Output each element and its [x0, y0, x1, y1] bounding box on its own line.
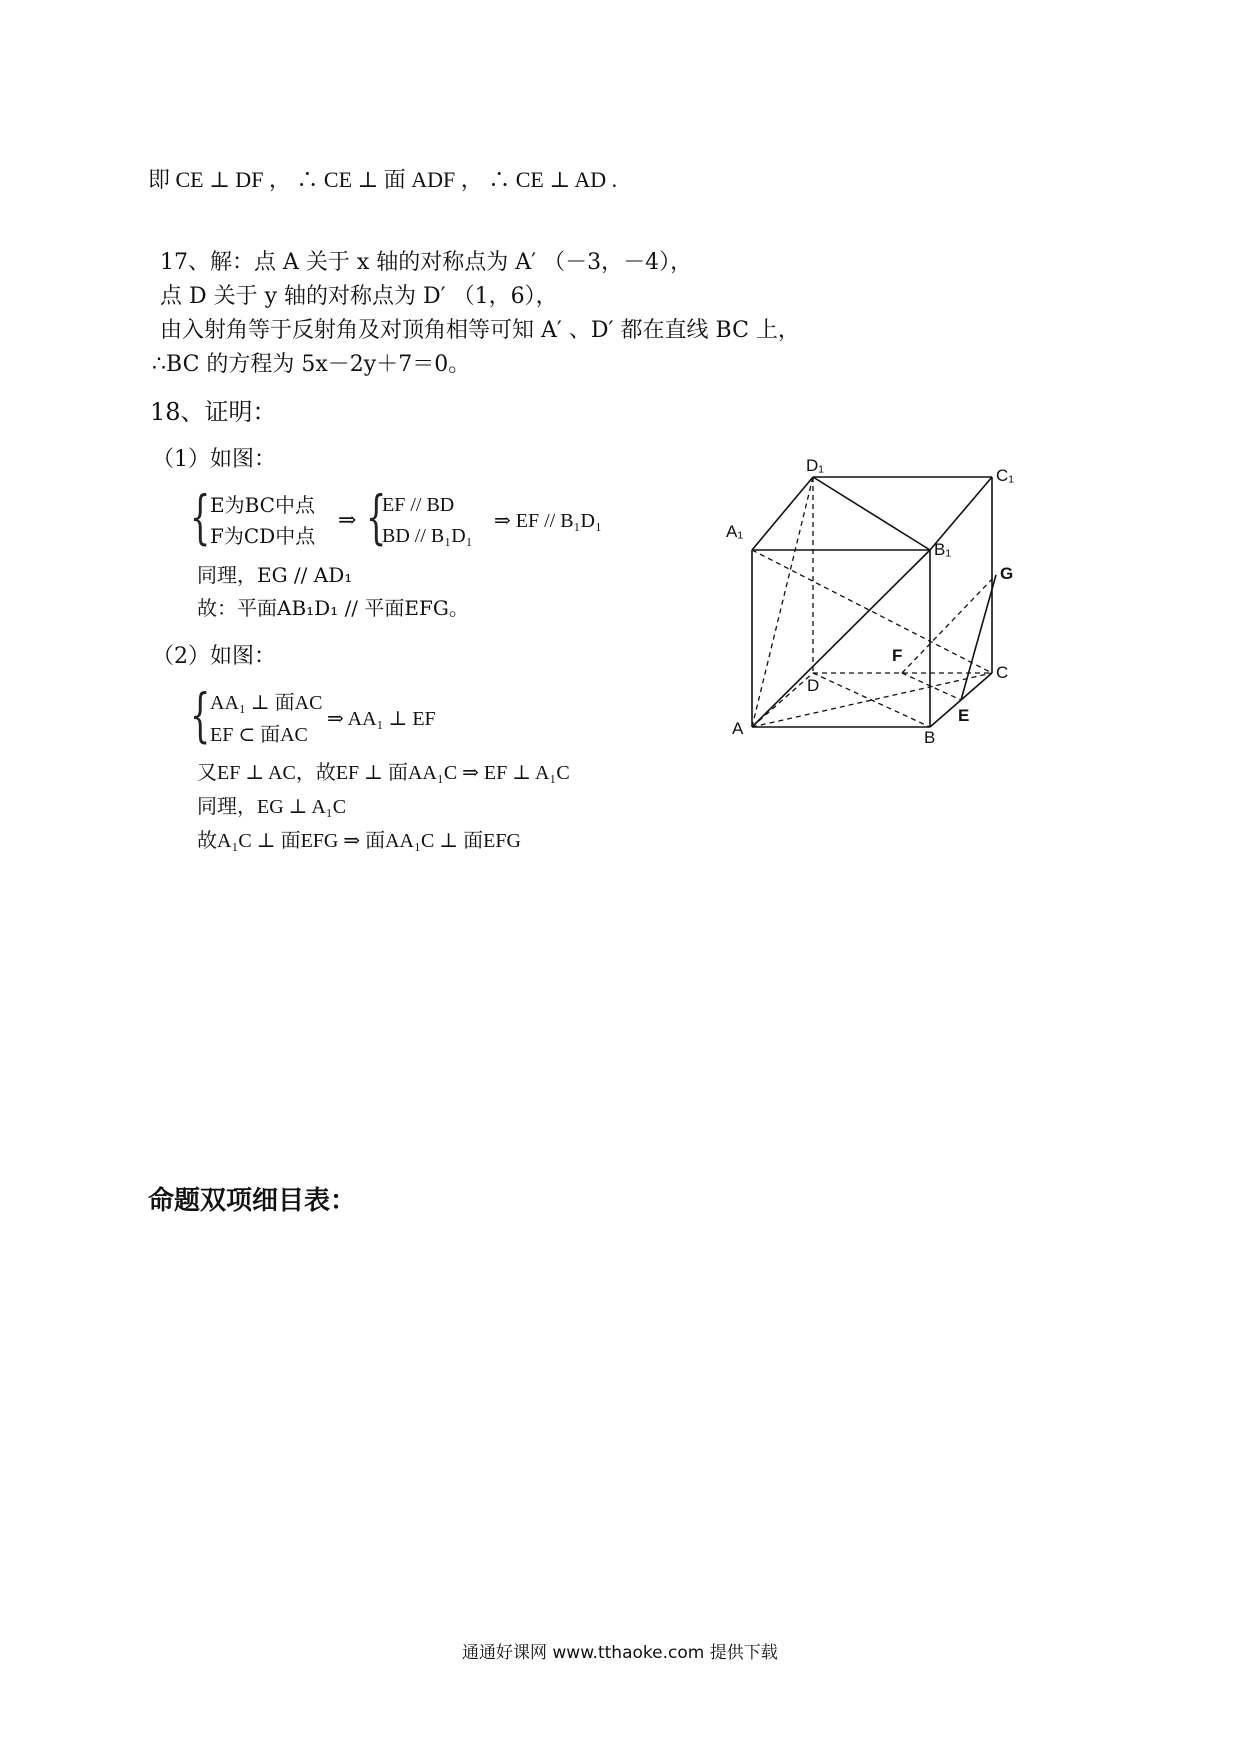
label-C: C: [996, 663, 1009, 682]
segment-AB1: [752, 550, 930, 727]
cube-figure: [720, 455, 1040, 745]
label-G: G: [1000, 564, 1014, 583]
part2-sys-b: EF ⊂ 面AC: [210, 724, 308, 746]
part1-therefore: 故：平面AB₁D₁ // 平面EFG。: [197, 596, 469, 620]
part2-line-2: 同理，EG ⊥ A₁C: [197, 796, 347, 818]
q18-part2-label: （2）如图：: [152, 644, 276, 669]
label-E: E: [958, 706, 970, 725]
brace-left-2: {: [366, 483, 387, 551]
label-A1: A₁: [726, 522, 744, 541]
part2-line-3: 故A₁C ⊥ 面EFG ⇒ 面AA₁C ⊥ 面EFG: [197, 830, 521, 852]
brace-left-1: {: [190, 483, 211, 551]
label-C1: C₁: [996, 466, 1015, 485]
q17-line-2: 点 D 关于 y 轴的对称点为 D′ （1，6），: [160, 284, 558, 309]
part1-sys2-b: BD // B₁D₁: [382, 525, 473, 547]
page-footer: 通通好课网 www.tthaoke.com 提供下载: [462, 1643, 778, 1663]
part1-same: 同理，EG // AD₁: [197, 563, 353, 587]
q18-title: 18、证明：: [150, 398, 277, 426]
brace-left-3: {: [190, 681, 211, 749]
part1-arrow: ⇒: [338, 508, 357, 533]
edge-AD: [752, 673, 813, 727]
part2-sys-a: AA₁ ⊥ 面AC: [210, 692, 323, 714]
q17-line-3: 由入射角等于反射角及对顶角相等可知 A′ 、D′ 都在直线 BC 上，: [160, 318, 800, 343]
label-D1: D₁: [806, 456, 825, 475]
q17-line-1: 17、解：点 A 关于 x 轴的对称点为 A′ （－3，－4），: [160, 250, 693, 275]
proof-line-top: 即 CE ⊥ DF ， ∴ CE ⊥ 面 ADF ， ∴ CE ⊥ AD .: [148, 167, 618, 192]
part1-sys1-a: E为BC中点: [210, 493, 315, 517]
q18-part1-label: （1）如图：: [152, 447, 276, 472]
part1-sys1-b: F为CD中点: [210, 524, 316, 548]
part1-conclusion: ⇒ EF // B₁D₁: [494, 510, 602, 532]
section-heading: 命题双项细目表：: [148, 1186, 357, 1216]
label-B1: B₁: [934, 540, 952, 559]
label-F: F: [892, 646, 903, 665]
segment-D1B1: [813, 477, 930, 550]
segment-DB: [813, 673, 930, 727]
part2-conclusion: ⇒ AA₁ ⊥ EF: [327, 708, 436, 730]
label-B: B: [924, 728, 936, 745]
part2-line-1: 又EF ⊥ AC，故EF ⊥ 面AA₁C ⇒ EF ⊥ A₁C: [197, 762, 570, 784]
label-D: D: [807, 676, 820, 695]
part1-sys2-a: EF // BD: [382, 494, 455, 516]
segment-A1C: [752, 550, 992, 673]
q17-line-4: ∴BC 的方程为 5x－2y＋7＝0。: [152, 352, 471, 377]
label-A: A: [732, 719, 744, 738]
